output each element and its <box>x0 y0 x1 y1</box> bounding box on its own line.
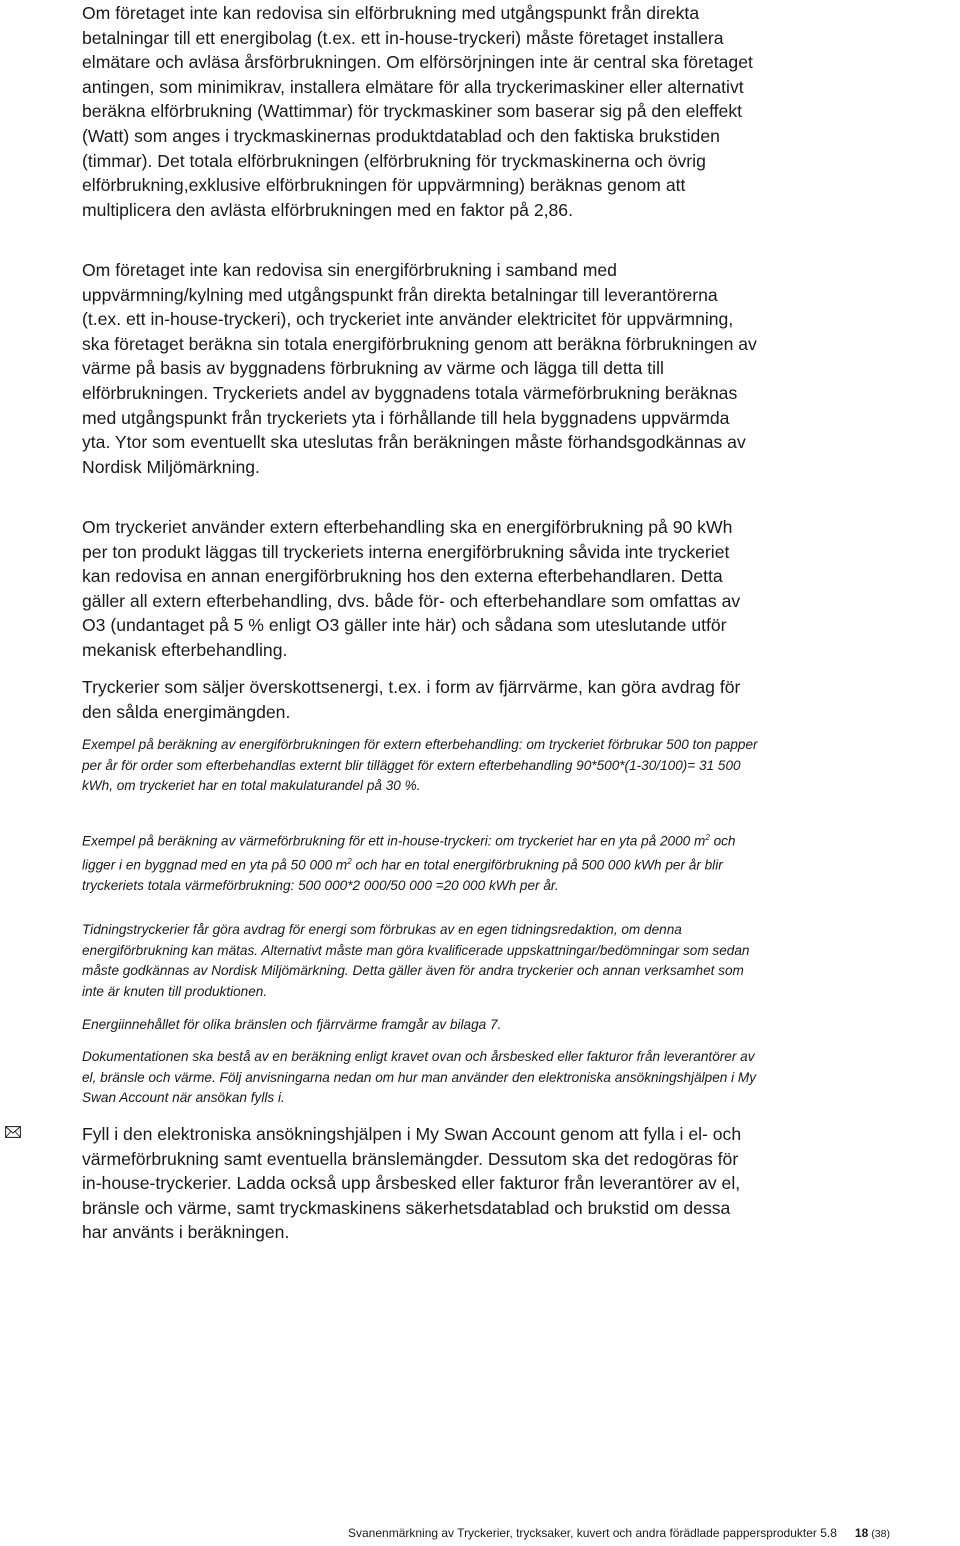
page-number: 18 <box>854 1526 869 1540</box>
note-newspaper-printers: Tidningstryckerier får göra avdrag för energi som förbrukas av en egen tidningsredaktion, om denna energiförbrukning kan mätas. Alternativt måste man göra kvalificerade uppskattningar/bedömningar som sedan måste godkännas av Nordisk Miljömärkning. Detta gäller även för andra tryckerier och annan verksamhet som inte är knuten till produktionen. <box>82 922 750 999</box>
page-total: (38) <box>871 1528 890 1540</box>
paragraph-surplus-energy: Tryckerier som säljer överskottsenergi, t.ex. i form av fjärrvärme, kan göra avdrag för den sålda energimängden. <box>82 677 741 722</box>
paragraph-electricity-metering: Om företaget inte kan redovisa sin elförbrukning med utgångspunkt från direkta betalningar till ett energibolag (t.ex. ett in-house-tryckeri) måste företaget installera elmätare och avläsa årsförbrukningen. Om elförsörjningen inte är central ska företaget antingen, som minimikrav, installera elmätare för alla tryckerimaskiner eller alternativt beräkna elförbrukning (Wattimmar) för tryckmaskiner som baserar sig på den eleffekt (Watt) som anges i tryckmaskinernas produktdatablad och den faktiska brukstiden (timmar). Det totala elförbrukningen (elförbrukning för tryckmaskinerna och övrig elförbrukning,exklusive elförbrukningen för uppvärmning) beräknas genom att multiplicera den avlästa elförbrukningen med en faktor på 2,86. <box>82 3 753 220</box>
example-heat-consumption: Exempel på beräkning av värmeförbrukning för ett in-house-tryckeri: om tryckeriet har en yta på 2000 $m^2$ och ligger i en byggnad med en yta på 50 000 $m^2$ och har en total energiförbrukning på 500 000 kWh per år blir tryckeriets totala värmeförbrukning: 500 000*2 000/50 000 =20 000 kWh per år. <box>82 833 736 894</box>
footer-title: Svanenmärkning av Tryckerier, trycksaker, kuvert och andra förädlade pappersprodukter 5.8 <box>348 1526 837 1540</box>
note-energy-content: Energiinnehållet för olika bränslen och fjärrvärme framgår av bilaga 7. <box>82 1017 502 1032</box>
paragraph-external-finishing: Om tryckeriet använder extern efterbehandling ska en energiförbrukning på 90 kWh per ton produkt läggas till tryckeriets interna energiförbrukning såvida inte tryckeriet kan redovisa en annan energiförbrukning hos den externa efterbehandlaren. Detta gäller all extern efterbehandling, dvs. både för- och efterbehandlare som omfattas av O3 (undantaget på 5 % enligt O3 gäller inte här) och sådana som uteslutande utför mekanisk efterbehandling. <box>82 517 741 660</box>
paragraph-heating-energy: Om företaget inte kan redovisa sin energiförbrukning i samband med uppvärmning/kylning med utgångspunkt från direkta betalningar till leverantörerna (t.ex. ett in-house-tryckeri), och tryckeriet inte använder elektricitet för uppvärmning, ska företaget beräkna sin totala energiförbrukning genom att beräkna förbrukningen av värme på basis av byggnadens förbrukning av värme och lägga till detta till elförbrukningen. Tryckeriets andel av byggnadens totala värmeförbrukning beräknas med utgångspunkt från tryckeriets yta i förhållande till hela byggnadens uppvärmda yta. Ytor som eventuellt ska uteslutas från beräkningen måste förhandsgodkännas av Nordisk Miljömärkning. <box>82 260 757 477</box>
paragraph-my-swan-account: Fyll i den elektroniska ansökningshjälpen i My Swan Account genom att fylla i el- och värmeförbrukning samt eventuella bränslemängder. Dessutom ska det redogöras för in-house-tryckerier. Ladda också upp årsbesked eller fakturor från leverantörer av el, bränsle och värme, samt tryckmaskinens säkerhetsdatablad och brukstid om dessa har använts i beräkningen. <box>82 1124 742 1243</box>
envelope-icon <box>5 1126 21 1138</box>
note-documentation: Dokumentationen ska bestå av en beräkning enligt kravet ovan och årsbesked eller fakturor från leverantörer av el, bränsle och värme. Följ anvisningarna nedan om hur man använder den elektroniska ansökningshjälpen i My Swan Account när ansökan fylls i. <box>82 1049 757 1106</box>
page-footer <box>348 1526 890 1540</box>
example-external-finishing: Exempel på beräkning av energiförbrukningen för extern efterbehandling: om tryckeriet förbrukar 500 ton papper per år för order som efterbehandlas externt blir tillägget för extern efterbehandling 90*500*(1-30/100)= 31 500 kWh, om tryckeriet har en total makulaturandel på 30 %. <box>82 737 758 794</box>
